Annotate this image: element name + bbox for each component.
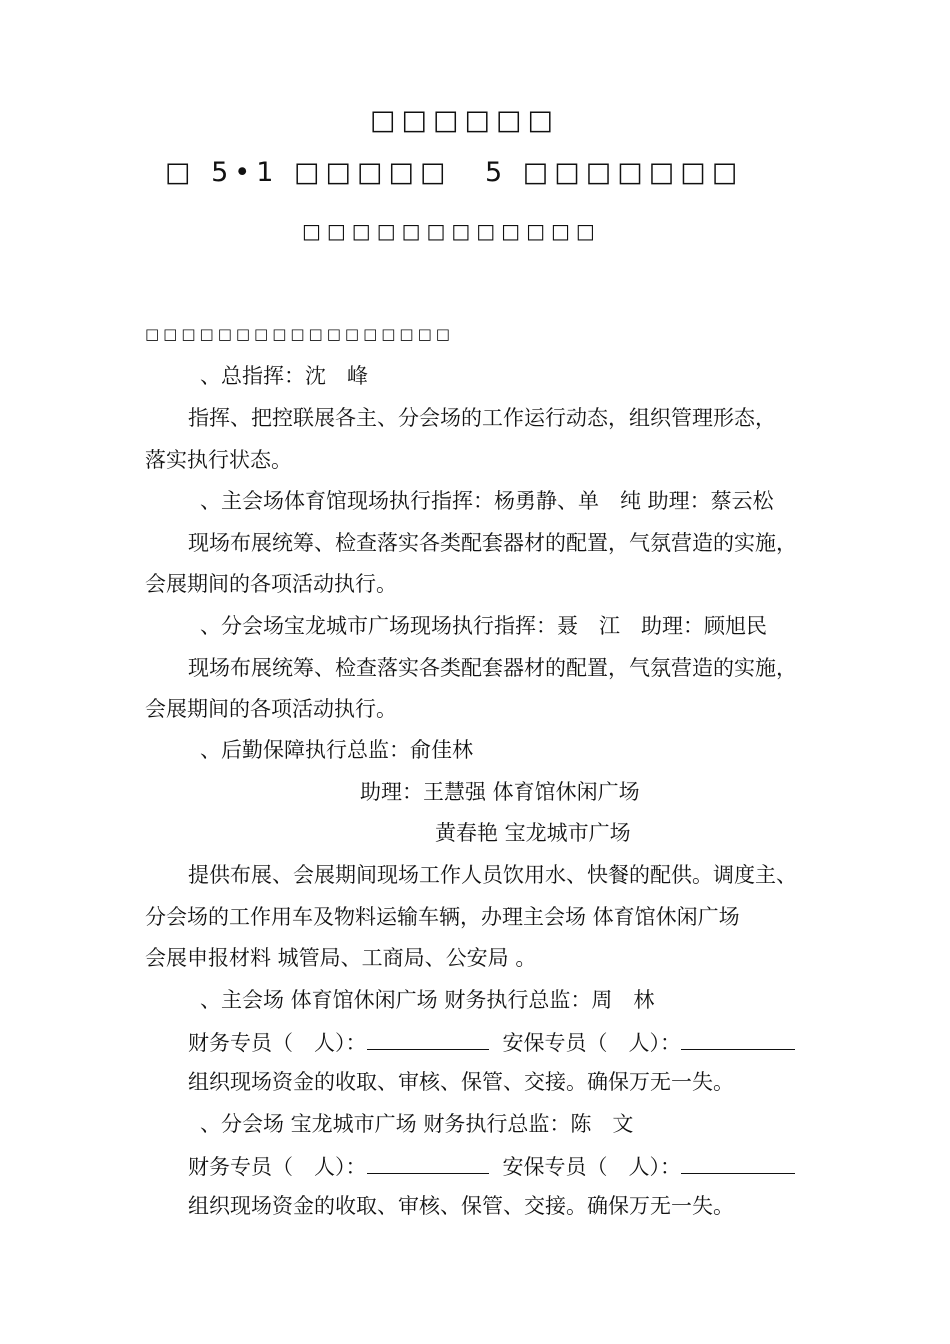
branch-finance-description: 组织现场资金的收取、审核、保管、交接。确保万无一失。 [188, 1194, 734, 1218]
main-venue-title: 、主会场体育馆现场执行指挥：杨勇静、单 纯 助理：蔡云松 [200, 489, 774, 513]
document-title-line2-right: 5 □□□□□□□ [485, 157, 744, 188]
security-staff-blank[interactable] [681, 1151, 795, 1174]
logistics-assistant-line2: 黄春艳 宝龙城市广场 [435, 821, 631, 845]
document-title-line2-left: □ 5•1 □□□□□ [165, 157, 452, 188]
finance-staff-label: 财务专员（ 人）： [188, 1031, 367, 1055]
branch-finance-staff-row [188, 1151, 795, 1181]
security-staff-blank[interactable] [681, 1027, 795, 1050]
main-venue-description-line1: 现场布展统筹、检查落实各类配套器材的配置，气氛营造的实施， [188, 531, 797, 555]
document-title: □□□□□□ [370, 105, 560, 136]
logistics-description-line3: 会展申报材料 城管局、工商局、公安局 。 [145, 946, 537, 970]
finance-staff-label: 财务专员（ 人）： [188, 1155, 367, 1179]
section-heading: □□□□□□□□□□□□□□□□□ [145, 325, 454, 343]
main-finance-title: 、主会场 体育馆休闲广场 财务执行总监：周 林 [200, 988, 655, 1012]
main-venue-description-line2: 会展期间的各项活动执行。 [145, 572, 397, 596]
commander-title: 、总指挥：沈 峰 [200, 364, 368, 388]
logistics-description-line2: 分会场的工作用车及物料运输车辆，办理主会场 体育馆休闲广场 [145, 905, 740, 929]
branch-venue-description-line2: 会展期间的各项活动执行。 [145, 697, 397, 721]
commander-description-line2: 落实执行状态。 [145, 448, 292, 472]
commander-description-line1: 指挥、把控联展各主、分会场的工作运行动态，组织管理形态， [188, 406, 776, 430]
security-staff-label: 安保专员（ 人）： [502, 1155, 681, 1179]
security-staff-label: 安保专员（ 人）： [502, 1031, 681, 1055]
main-finance-description: 组织现场资金的收取、审核、保管、交接。确保万无一失。 [188, 1070, 734, 1094]
branch-venue-title: 、分会场宝龙城市广场现场执行指挥：聂 江 助理：顾旭民 [200, 614, 767, 638]
logistics-title: 、后勤保障执行总监：俞佳林 [200, 738, 473, 762]
branch-venue-description-line1: 现场布展统筹、检查落实各类配套器材的配置，气氛营造的实施， [188, 656, 797, 680]
logistics-description-line1: 提供布展、会展期间现场工作人员饮用水、快餐的配供。调度主、 [188, 863, 797, 887]
branch-finance-title: 、分会场 宝龙城市广场 财务执行总监：陈 文 [200, 1112, 634, 1136]
main-finance-staff-row [188, 1027, 795, 1057]
document-subtitle: □□□□□□□□□□□□ [302, 219, 601, 243]
finance-staff-blank[interactable] [367, 1027, 489, 1050]
logistics-assistant-line1: 助理：王慧强 体育馆休闲广场 [360, 780, 640, 804]
finance-staff-blank[interactable] [367, 1151, 489, 1174]
